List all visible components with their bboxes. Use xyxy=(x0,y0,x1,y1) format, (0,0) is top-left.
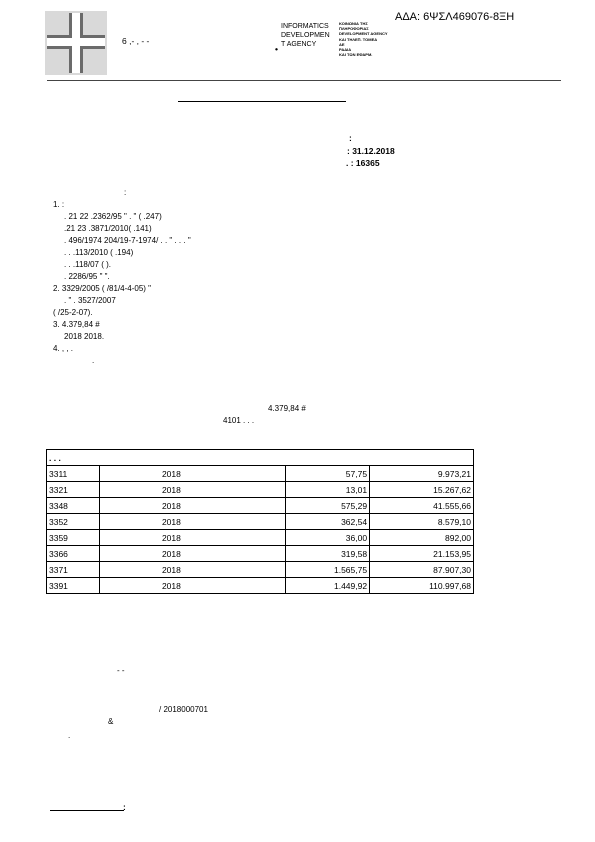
body-line: . 21 22 .2362/95 " . " ( .247) xyxy=(64,212,162,221)
agency-small-line: ΚΟΙΝΩΝΙΑ ΤΗΣ xyxy=(339,21,368,26)
footer-dash-line: - - xyxy=(117,666,125,675)
cell-code: 3321 xyxy=(47,482,100,498)
protocol-number: . : 16365 xyxy=(346,158,380,168)
cell-total: 8.579,10 xyxy=(370,514,474,530)
agency-line-3: T AGENCY xyxy=(281,41,317,48)
body-line: 2018 2018. xyxy=(64,332,105,341)
footer-reference: / 2018000701 xyxy=(159,705,208,714)
cell-code: 3311 xyxy=(47,466,100,482)
cell-amount: 1.449,92 xyxy=(285,578,369,594)
cell-amount: 575,29 xyxy=(285,498,369,514)
cross-logo-icon xyxy=(45,11,107,75)
cell-amount: 1.565,75 xyxy=(285,562,369,578)
table-row xyxy=(47,530,474,546)
body-line: 4. , , . xyxy=(53,344,74,353)
cell-amount: 36,00 xyxy=(285,530,369,546)
agency-small-line: ΚΑΙ ΤΗΛΕΠ. ΤΟΜΕΑ xyxy=(339,36,378,42)
agency-small-line: ΡΑΔΙΑ xyxy=(339,47,352,53)
cell-year: 2018 xyxy=(99,482,285,498)
table-row xyxy=(47,514,474,530)
table-row xyxy=(47,546,474,562)
footer-ampersand: & xyxy=(108,717,114,726)
body-line: . " . 3527/2007 xyxy=(64,296,116,305)
cell-year: 2018 xyxy=(99,562,285,578)
title-underline xyxy=(178,101,346,102)
cell-total: 15.267,62 xyxy=(370,482,474,498)
agency-small-line: DEVELOPMENT AGENCY xyxy=(339,31,388,37)
cell-code: 3359 xyxy=(47,530,100,546)
cell-code: 3366 xyxy=(47,546,100,562)
budget-table xyxy=(46,449,474,594)
table-row xyxy=(47,578,474,594)
summary-code: 4101 . . . xyxy=(223,416,255,425)
cell-year: 2018 xyxy=(99,578,285,594)
table-row xyxy=(47,562,474,578)
document-date: : 31.12.2018 xyxy=(347,146,395,156)
body-line: . . .113/2010 ( .194) xyxy=(64,248,134,257)
body-line: ( /25-2-07). xyxy=(53,308,93,317)
cell-year: 2018 xyxy=(99,498,285,514)
cell-amount: 57,75 xyxy=(285,466,369,482)
agency-small-line: ΠΛΗΡΟΦΟΡΙΑΣ xyxy=(339,26,369,32)
header-divider xyxy=(47,80,561,81)
body-line: : xyxy=(124,188,127,197)
table-header-row xyxy=(47,450,474,466)
table-row xyxy=(47,482,474,498)
agency-line-1: INFORMATICS xyxy=(281,23,329,30)
cell-total: 892,00 xyxy=(370,530,474,546)
cell-year: 2018 xyxy=(99,466,285,482)
table-row xyxy=(47,498,474,514)
cell-amount: 319,58 xyxy=(285,546,369,562)
cell-code: 3391 xyxy=(47,578,100,594)
cell-year: 2018 xyxy=(99,514,285,530)
cross-logo xyxy=(45,11,107,75)
body-line: . 496/1974 204/19-7-1974/ . . " . . . " xyxy=(64,236,191,245)
cell-total: 87.907,30 xyxy=(370,562,474,578)
table-header-cell: . . . xyxy=(47,450,474,466)
body-line: .21 23 .3871/2010( .141) xyxy=(64,224,152,233)
cell-amount: 13,01 xyxy=(285,482,369,498)
agency-name-en xyxy=(281,22,330,49)
summary-amount: 4.379,84 # xyxy=(268,404,306,413)
ada-code: ΑΔΑ: 6ΨΣΛ469076-8ΞΗ xyxy=(395,11,515,23)
cell-year: 2018 xyxy=(99,546,285,562)
agency-line-2: DEVELOPMEN xyxy=(281,32,330,39)
body-line: 1. : xyxy=(53,200,65,209)
cell-total: 41.555,66 xyxy=(370,498,474,514)
agency-small-line: ΑΕ xyxy=(339,41,345,47)
cell-total: 110.997,68 xyxy=(370,578,474,594)
footer-dot: . xyxy=(68,731,71,740)
signature-colon: : xyxy=(123,802,126,812)
body-dot: . xyxy=(92,356,95,365)
cell-amount: 362,54 xyxy=(285,514,369,530)
header-dot: • xyxy=(275,44,278,54)
body-line: . . .118/07 ( ). xyxy=(64,260,111,269)
body-line: 3. 4.379,84 # xyxy=(53,320,100,329)
signature-underline xyxy=(50,810,124,811)
agency-small-line: ΚΑΙ ΤΩΝ ΕΦΑΡΜ. xyxy=(339,52,373,58)
ministry-name: 6 ,- , - - xyxy=(122,36,150,46)
body-line: 2. 3329/2005 ( /81/4-4-05) " xyxy=(53,284,152,293)
cell-code: 3352 xyxy=(47,514,100,530)
body-line: . 2286/95 " ". xyxy=(64,272,110,281)
meta-colon: : xyxy=(349,133,352,143)
cell-year: 2018 xyxy=(99,530,285,546)
table-row xyxy=(47,466,474,482)
cell-total: 21.153,95 xyxy=(370,546,474,562)
agency-name-small xyxy=(339,21,388,57)
cell-code: 3348 xyxy=(47,498,100,514)
cell-code: 3371 xyxy=(47,562,100,578)
cell-total: 9.973,21 xyxy=(370,466,474,482)
